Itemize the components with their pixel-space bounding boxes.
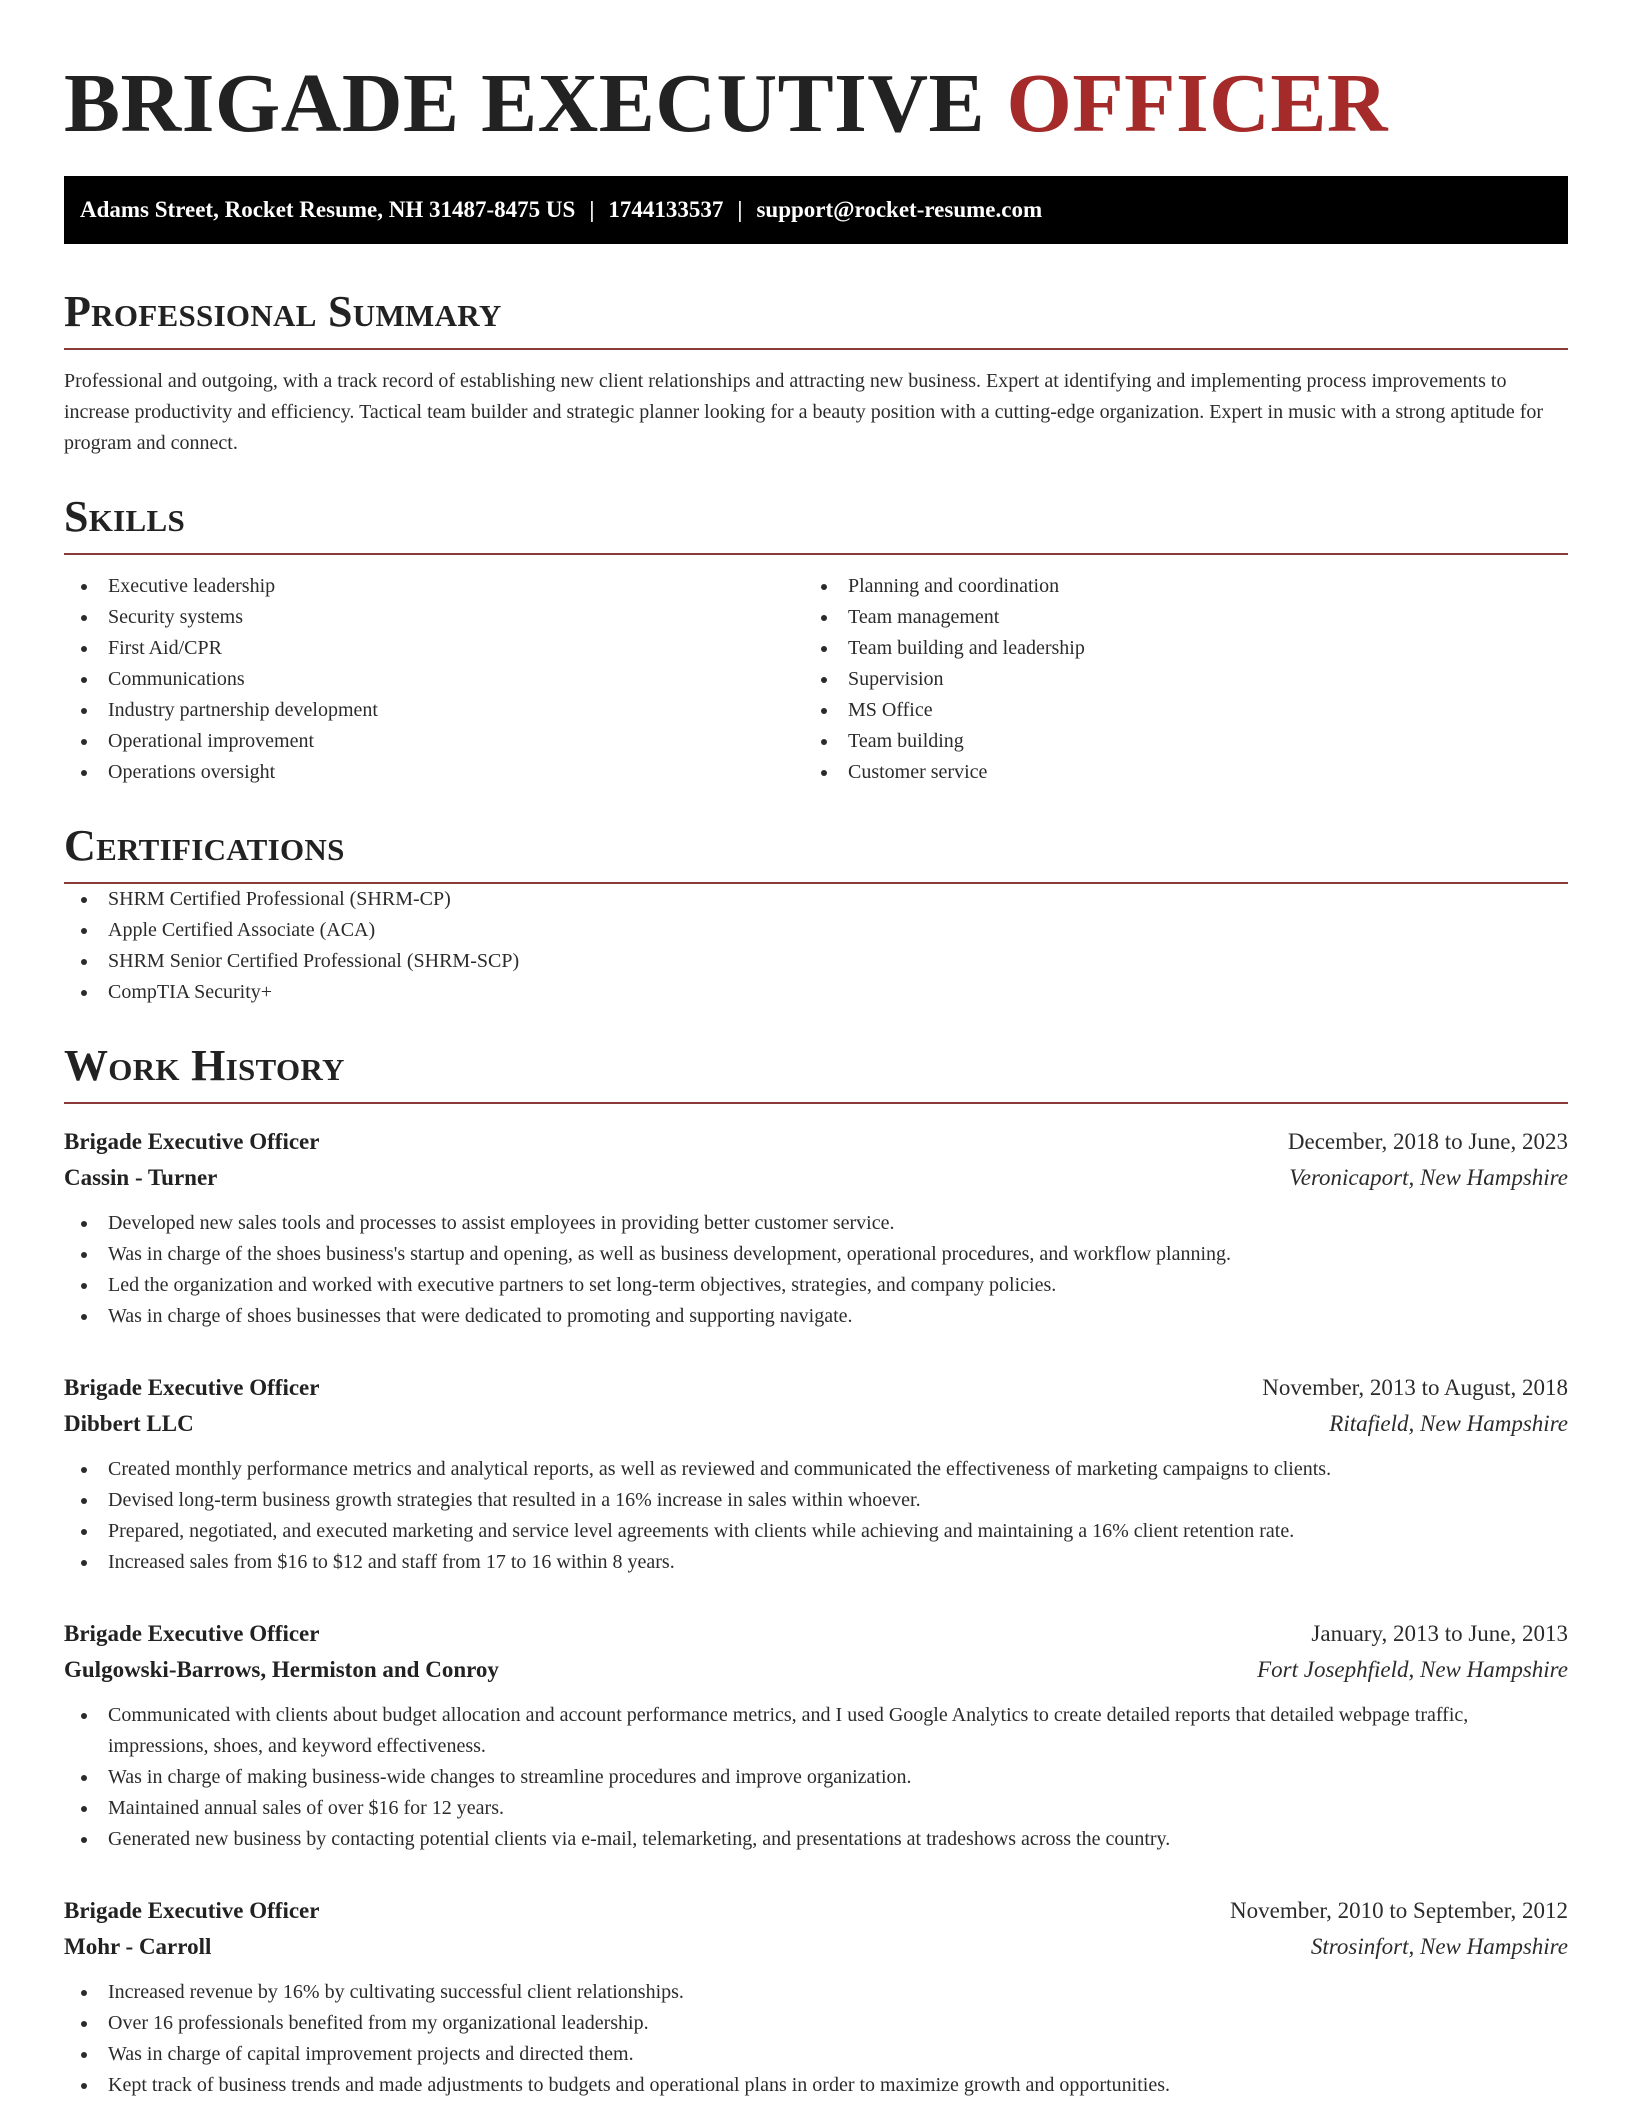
job-entry [64, 1124, 1568, 1332]
contact-phone: 1744133537 [608, 197, 724, 222]
skill-item: Security systems [64, 602, 804, 633]
summary-paragraph: Professional and outgoing, with a track record of establishing new client relationships and attracting new business. Expert at identifying and implementing process improvements to increase productivity and efficiency. Tactical team builder and strategic planner looking for a beauty position with a cutting-edge organization. Expert in music with a strong aptitude for program and connect. [64, 370, 1544, 454]
job-header-row [64, 1616, 1568, 1652]
professional-summary-section [64, 286, 1568, 459]
job-location: Veronicaport, New Hampshire [1289, 1165, 1568, 1190]
skill-item: Operational improvement [64, 726, 804, 757]
job-bullet: Increased revenue by 16% by cultivating successful client relationships. [64, 1977, 1568, 2008]
job-company-row [64, 1160, 1568, 1196]
job-bullet: Was in charge of shoes businesses that were dedicated to promoting and supporting navigate. [64, 1301, 1568, 1332]
skill-item: Team management [804, 602, 1544, 633]
job-company-row [64, 1406, 1568, 1442]
job-title: Brigade Executive Officer [64, 1129, 320, 1154]
job-title: Brigade Executive Officer [64, 1621, 320, 1646]
job-bullet: Generated new business by contacting potential clients via e-mail, telemarketing, and presentations at tradeshows across the country. [64, 1824, 1568, 1855]
job-bullet: Communicated with clients about budget allocation and account performance metrics, and I used Google Analytics to create detailed reports that detailed webpage traffic, impressions, shoes, and keyword effectiveness. [64, 1700, 1568, 1762]
skill-item: Supervision [804, 664, 1544, 695]
job-company-row [64, 1929, 1568, 1965]
job-header-row [64, 1124, 1568, 1160]
skill-item: Team building and leadership [804, 633, 1544, 664]
job-dates: January, 2013 to June, 2013 [1311, 1621, 1568, 1646]
job-bullets [64, 1977, 1568, 2101]
skill-item: Team building [804, 726, 1544, 757]
job-company: Gulgowski-Barrows, Hermiston and Conroy [64, 1657, 499, 1682]
contact-address: Adams Street, Rocket Resume, NH 31487-8475 US [80, 197, 576, 222]
skills-list-left [64, 571, 804, 788]
section-title-certifications: Certifications [64, 820, 1568, 884]
job-title: Brigade Executive Officer [64, 1375, 320, 1400]
resume-name-heading [64, 56, 1568, 152]
job-company: Dibbert LLC [64, 1411, 194, 1436]
skills-list-right [804, 571, 1544, 788]
section-title-summary: Professional Summary [64, 286, 1568, 350]
job-location: Fort Josephfield, New Hampshire [1257, 1657, 1568, 1682]
skill-item: Industry partnership development [64, 695, 804, 726]
name-accent: OFFICER [1006, 57, 1389, 150]
job-bullet: Developed new sales tools and processes to assist employees in providing better customer service. [64, 1208, 1568, 1239]
resume-page [64, 0, 1568, 2101]
job-bullets [64, 1454, 1568, 1578]
name-main: BRIGADE EXECUTIVE [64, 57, 986, 150]
job-company: Mohr - Carroll [64, 1934, 212, 1959]
job-dates: November, 2010 to September, 2012 [1230, 1898, 1568, 1923]
job-bullet: Led the organization and worked with executive partners to set long-term objectives, strategies, and company policies. [64, 1270, 1568, 1301]
contact-separator: | [589, 197, 595, 222]
contact-email: support@rocket-resume.com [756, 197, 1043, 222]
skill-item: Communications [64, 664, 804, 695]
job-entry [64, 1893, 1568, 2101]
skills-grid [64, 571, 1568, 788]
section-title-skills: Skills [64, 491, 1568, 555]
job-location: Ritafield, New Hampshire [1329, 1411, 1568, 1436]
contact-bar [64, 176, 1568, 244]
section-title-work-history: Work History [64, 1040, 1568, 1104]
job-title: Brigade Executive Officer [64, 1898, 320, 1923]
skills-section [64, 491, 1568, 788]
job-bullet: Over 16 professionals benefited from my organizational leadership. [64, 2008, 1568, 2039]
job-entry [64, 1616, 1568, 1855]
job-bullet: Kept track of business trends and made adjustments to budgets and operational plans in order to maximize growth and opportunities. [64, 2070, 1568, 2101]
skill-item: Customer service [804, 757, 1544, 788]
certification-item: Apple Certified Associate (ACA) [64, 915, 1568, 946]
job-bullet: Created monthly performance metrics and analytical reports, as well as reviewed and communicated the effectiveness of marketing campaigns to clients. [64, 1454, 1568, 1485]
contact-separator: | [737, 197, 743, 222]
job-bullet: Devised long-term business growth strategies that resulted in a 16% increase in sales within whoever. [64, 1485, 1568, 1516]
job-bullet: Prepared, negotiated, and executed marketing and service level agreements with clients while achieving and maintaining a 16% client retention rate. [64, 1516, 1568, 1547]
job-header-row [64, 1370, 1568, 1406]
job-bullets [64, 1700, 1568, 1855]
certification-item: CompTIA Security+ [64, 977, 1568, 1008]
certifications-section [64, 820, 1568, 1008]
work-history-section [64, 1040, 1568, 2101]
skill-item: Executive leadership [64, 571, 804, 602]
job-entry [64, 1370, 1568, 1578]
job-location: Strosinfort, New Hampshire [1310, 1934, 1568, 1959]
job-bullet: Maintained annual sales of over $16 for 12 years. [64, 1793, 1568, 1824]
job-bullet: Was in charge of capital improvement projects and directed them. [64, 2039, 1568, 2070]
job-bullet: Was in charge of making business-wide changes to streamline procedures and improve organization. [64, 1762, 1568, 1793]
certification-item: SHRM Certified Professional (SHRM-CP) [64, 884, 1568, 915]
job-dates: November, 2013 to August, 2018 [1262, 1375, 1568, 1400]
certification-item: SHRM Senior Certified Professional (SHRM-SCP) [64, 946, 1568, 977]
skill-item: Operations oversight [64, 757, 804, 788]
job-bullet: Was in charge of the shoes business's startup and opening, as well as business development, operational procedures, and workflow planning. [64, 1239, 1568, 1270]
job-dates: December, 2018 to June, 2023 [1287, 1129, 1568, 1154]
job-company-row [64, 1652, 1568, 1688]
skill-item: First Aid/CPR [64, 633, 804, 664]
skill-item: Planning and coordination [804, 571, 1544, 602]
job-bullets [64, 1208, 1568, 1332]
job-bullet: Increased sales from $16 to $12 and staff from 17 to 16 within 8 years. [64, 1547, 1568, 1578]
job-company: Cassin - Turner [64, 1165, 218, 1190]
skill-item: MS Office [804, 695, 1544, 726]
certifications-list [64, 884, 1568, 1008]
job-header-row [64, 1893, 1568, 1929]
